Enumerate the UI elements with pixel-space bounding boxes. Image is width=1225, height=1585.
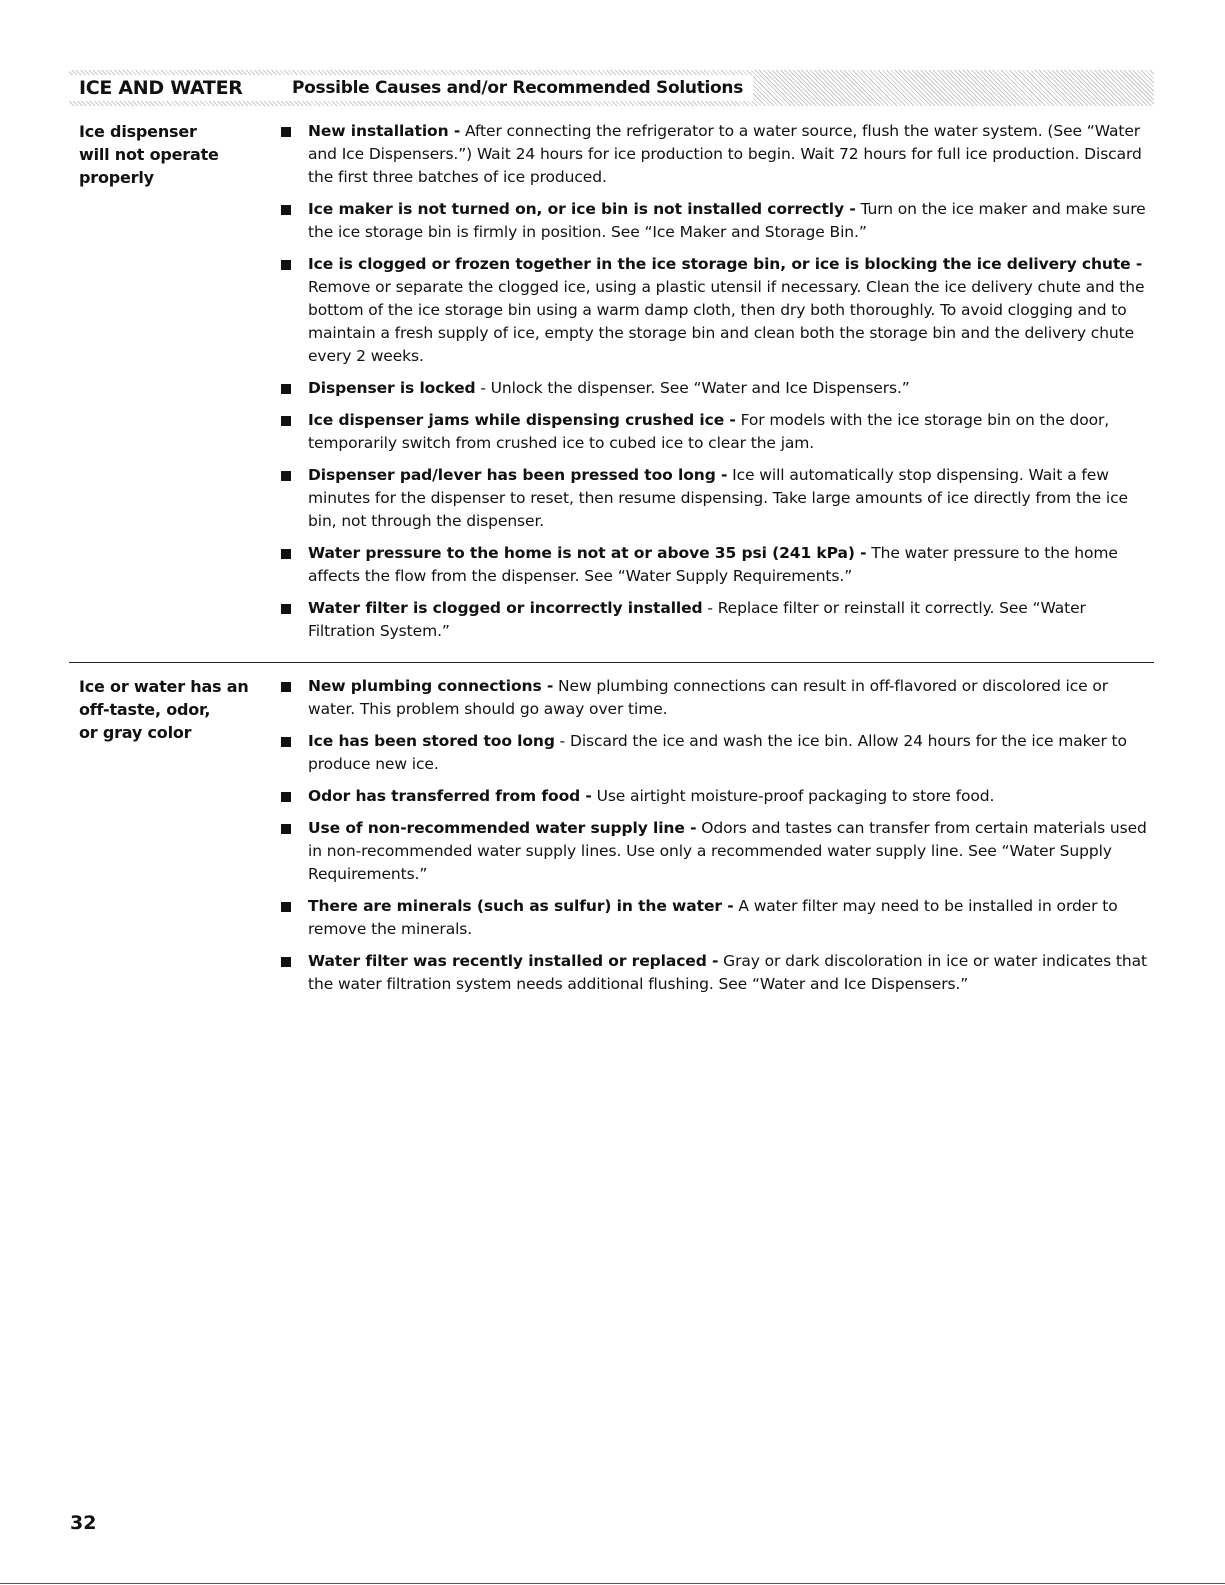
cause-solution: Odors and tastes can transfer from certain materials used in non-recommended water supply lines. Use only a recommended water supply line. See “Water Supply Requirements.” [308, 819, 1147, 883]
cause-title: Ice dispenser jams while dispensing crushed ice - [308, 411, 736, 429]
square-bullet-icon [281, 549, 291, 559]
cause-title: New installation - [308, 122, 461, 140]
cause-solution: Use airtight moisture-proof packaging to store food. [591, 787, 995, 805]
square-bullet-icon [281, 127, 291, 137]
page-number: 32 [70, 1512, 97, 1534]
square-bullet-icon [281, 260, 291, 270]
cause-solution: The water pressure to the home affects the flow from the dispenser. See “Water Supply Requirements.” [308, 544, 1118, 585]
cause-title: Water pressure to the home is not at or above 35 psi (241 kPa) - [308, 544, 867, 562]
square-bullet-icon [281, 604, 291, 614]
cause-item [279, 120, 1154, 189]
cause-item [279, 464, 1154, 533]
cause-solution: New plumbing connections can result in off-flavored or discolored ice or water. This problem should go away over time. [308, 677, 1109, 718]
cause-title: Odor has transferred from food - [308, 787, 592, 805]
cause-solution: A water filter may need to be installed in order to remove the minerals. [308, 897, 1118, 938]
cause-item [279, 730, 1154, 776]
cause-solution: - Discard the ice and wash the ice bin. Allow 24 hours for the ice maker to produce new ice. [308, 732, 1127, 773]
cause-item [279, 785, 1154, 808]
square-bullet-icon [281, 737, 291, 747]
square-bullet-icon [281, 792, 291, 802]
cause-item [279, 409, 1154, 455]
square-bullet-icon [281, 416, 291, 426]
solutions-heading: Possible Causes and/or Recommended Solutions [292, 75, 753, 101]
symptom-label [69, 675, 279, 1005]
cause-title: Ice is clogged or frozen together in the ice storage bin, or ice is blocking the ice delivery chute - [308, 255, 1143, 273]
cause-title: Water filter was recently installed or replaced - [308, 952, 719, 970]
troubleshooting-page [69, 70, 1154, 1005]
symptom-line: Ice dispenser [79, 122, 197, 141]
symptom-line: off-taste, odor, [79, 700, 211, 719]
cause-item [279, 895, 1154, 941]
cause-title: Dispenser is locked [308, 379, 476, 397]
cause-title: Dispenser pad/lever has been pressed too long - [308, 466, 728, 484]
cause-item [279, 597, 1154, 643]
cause-title: New plumbing connections - [308, 677, 554, 695]
cause-item [279, 950, 1154, 996]
cause-item [279, 198, 1154, 244]
square-bullet-icon [281, 902, 291, 912]
table-header [69, 70, 1154, 106]
cause-solution: Ice will automatically stop dispensing. Wait a few minutes for the dispenser to reset, then resume dispensing. Take large amounts of ice directly from the ice bin, not through the dispenser. [308, 466, 1128, 530]
cause-solution: Gray or dark discoloration in ice or water indicates that the water filtration system needs additional flushing. See “Water and Ice Dispensers.” [308, 952, 1147, 993]
square-bullet-icon [281, 824, 291, 834]
cause-solution: - Replace filter or reinstall it correctly. See “Water Filtration System.” [308, 599, 1086, 640]
cause-item [279, 377, 1154, 400]
symptom-line: or gray color [79, 723, 192, 742]
symptom-line: Ice or water has an [79, 677, 249, 696]
cause-item [279, 675, 1154, 721]
cause-title: Use of non-recommended water supply line - [308, 819, 697, 837]
cause-list [279, 120, 1154, 652]
cause-item [279, 817, 1154, 886]
cause-title: Ice has been stored too long [308, 732, 555, 750]
cause-solution: After connecting the refrigerator to a water source, flush the water system. (See “Water and Ice Dispensers.”) Wait 24 hours for ice production to begin. Wait 72 hours for full ice production. Discard the first three batches of ice produced. [308, 122, 1142, 186]
symptom-line: properly [79, 168, 154, 187]
square-bullet-icon [281, 205, 291, 215]
problem-row [69, 662, 1154, 1005]
cause-solution: Turn on the ice maker and make sure the ice storage bin is firmly in position. See “Ice Maker and Storage Bin.” [308, 200, 1146, 241]
bottom-divider [0, 1583, 1225, 1584]
cause-title: Ice maker is not turned on, or ice bin is not installed correctly - [308, 200, 856, 218]
square-bullet-icon [281, 384, 291, 394]
square-bullet-icon [281, 471, 291, 481]
square-bullet-icon [281, 682, 291, 692]
square-bullet-icon [281, 957, 291, 967]
problem-row [69, 106, 1154, 652]
section-title: ICE AND WATER [69, 75, 292, 101]
cause-title: Water filter is clogged or incorrectly installed [308, 599, 703, 617]
cause-title: There are minerals (such as sulfur) in the water - [308, 897, 734, 915]
cause-item [279, 542, 1154, 588]
cause-item [279, 253, 1154, 368]
cause-solution: For models with the ice storage bin on the door, temporarily switch from crushed ice to cubed ice to clear the jam. [308, 411, 1110, 452]
symptom-label [69, 120, 279, 652]
cause-solution: - Unlock the dispenser. See “Water and Ice Dispensers.” [475, 379, 910, 397]
cause-solution: Remove or separate the clogged ice, using a plastic utensil if necessary. Clean the ice delivery chute and the bottom of the ice storage bin using a warm damp cloth, then dry both thoroughly. To avoid clogging and to maintain a fresh supply of ice, empty the storage bin and clean both the storage bin and the delivery chute every 2 weeks. [308, 278, 1145, 365]
cause-list [279, 675, 1154, 1005]
symptom-line: will not operate [79, 145, 219, 164]
